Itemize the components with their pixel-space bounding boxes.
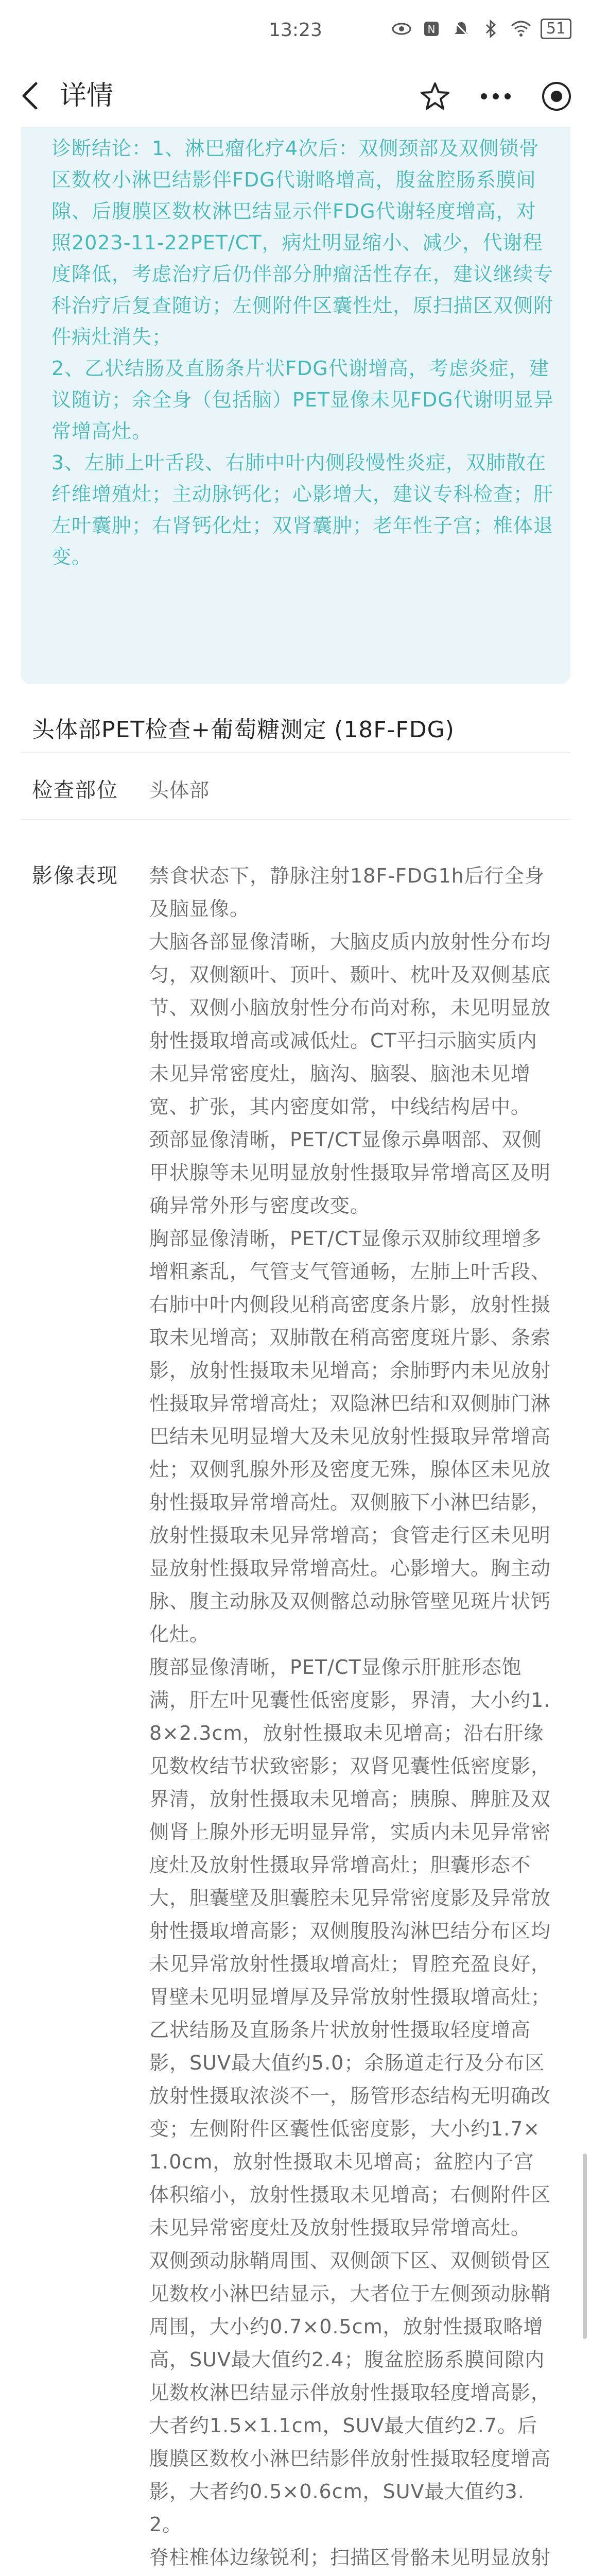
status-time: 13:23 [269,20,322,41]
status-icons [391,19,571,39]
record-icon[interactable] [540,79,573,113]
status-bar [0,0,591,66]
scrollbar[interactable] [583,2154,587,2339]
eye-icon [391,20,412,38]
nav-actions [418,79,573,113]
mute-icon [451,20,472,38]
diagnosis-panel [21,127,570,684]
star-icon[interactable] [418,79,452,113]
wifi-icon [511,20,531,38]
exam-title: 头体部PET检查+葡萄糖测定 (18F-FDG) [32,717,455,743]
findings-label: 影像表现 [32,864,118,888]
bluetooth-icon [481,20,501,38]
exam-part-label: 检查部位 [32,778,118,802]
svg-text:N: N [427,23,436,36]
battery-icon: 51 [541,19,571,39]
nfc-icon [421,20,442,38]
findings-text: 禁食状态下，静脉注射18F-FDG1h后行全身及脑显像。 大脑各部显像清晰，大脑皮质内放射性分布均匀，双侧额叶、顶叶、颞叶、枕叶及双侧基底节、双侧小脑放射性分布尚对称，未见明显放射性摄取增高或减低灶。CT平扫示脑实质内未见异常密度灶，脑沟、脑裂、脑池未见增宽、扩张，其内密度如常，中线结构居中。 颈部显像清晰，PET/CT显像示鼻咽部、双侧甲状腺等未见明显放射性摄取异常增高区及明确异常外形与密度改变。 胸部显像清晰，PET/CT显像示双肺纹理增多增粗紊乱，气管支气管通畅，左肺上叶舌段、右肺中叶内侧段见稍高密度条片影，放射性摄取未见增高；双肺散在稍高密度斑片影、条索影，放射性摄取未见增高；余肺野内未见放射性摄取异常增高灶；双隐淋巴结和双侧肺门淋巴结未见明显增大及未见放射性摄取异常增高灶；双侧乳腺外形及密度无殊，腺体区未见放射性摄取异常增高灶。双侧腋下小淋巴结影，放射性摄取未见异常增高；食管走行区未见明显放射性摄取异常增高灶。心影增大。胸主动脉、腹主动脉及双侧髂总动脉管壁见斑片状钙化灶。 腹部显像清晰，PET/CT显像示肝脏形态饱满，肝左叶见囊性低密度影，界清，大小约1.8×2.3cm，放射性摄取未见增高；沿右肝缘见数枚结节状致密影；双肾见囊性低密度影，界清，放射性摄取未见增高；胰腺、脾脏及双侧肾上腺外形无明显异常，实质内未见异常密度灶及放射性摄取异常增高灶；胆囊形态不大，胆囊壁及胆囊腔未见异常密度影及异常放射性摄取增高影；双侧腹股沟淋巴结分布区均未见异常放射性摄取增高灶；胃腔充盈良好，胃壁未见明显增厚及异常放射性摄取增高灶；乙状结肠及直肠条片状放射性摄取轻度增高影，SUV最大值约5.0；余肠道走行及分布区放射性摄取浓淡不一，肠管形态结构无明确改变；左侧附件区囊性低密度影，大小约1.7×1.0cm，放射性摄取未见增高；盆腔内子宫体积缩小，放射性摄取未见增高；右侧附件区未见异常密度灶及放射性摄取异常增高灶。 双侧颈动脉鞘周围、双侧颌下区、双侧锁骨区见数枚小淋巴结显示，大者位于左侧颈动脉鞘周围，大小约0.7×0.5cm，放射性摄取略增高，SUV最大值约2.4；腹盆腔肠系膜间隙内见数枚淋巴结显示伴放射性摄取轻度增高影，大者约1.5×1.1cm，SUV最大值约2.7。后腹膜区数枚小淋巴结影伴放射性摄取轻度增高影，大者约0.5×0.6cm，SUV最大值约3.2。 脊柱椎体边缘锐利；扫描区骨骼未见明显放射 [149,865,551,2569]
back-arrow-icon[interactable] [13,79,46,112]
more-icon[interactable] [479,79,513,113]
page-title: 详情 [60,80,114,111]
exam-part-value: 头体部 [149,779,210,802]
divider [21,752,570,753]
divider [21,819,570,820]
nav-bar [0,66,591,127]
diagnosis-text: 诊断结论：1、淋巴瘤化疗4次后：双侧颈部及双侧锁骨区数枚小淋巴结影伴FDG代谢略增高，腹盆腔肠系膜间隙、后腹膜区数枚淋巴结显示伴FDG代谢轻度增高，对照2023-11-22PET/CT，病灶明显缩小、减少，代谢程度降低，考虑治疗后仍伴部分肿瘤活性存在，建议继续专科治疗后复查随访；左侧附件区囊性灶，原扫描区双侧附件病灶消失； 2、乙状结肠及直肠条片状FDG代谢增高，考虑炎症，建议随访；余全身（包括脑）PET显像未见FDG代谢明显异常增高灶。 3、左肺上叶舌段、右肺中叶内侧段慢性炎症，双肺散在纤维增殖灶；主动脉钙化；心影增大，建议专科检查；肝左叶囊肿；右肾钙化灶；双肾囊肿；老年性子宫；椎体退变。 [51,137,554,568]
